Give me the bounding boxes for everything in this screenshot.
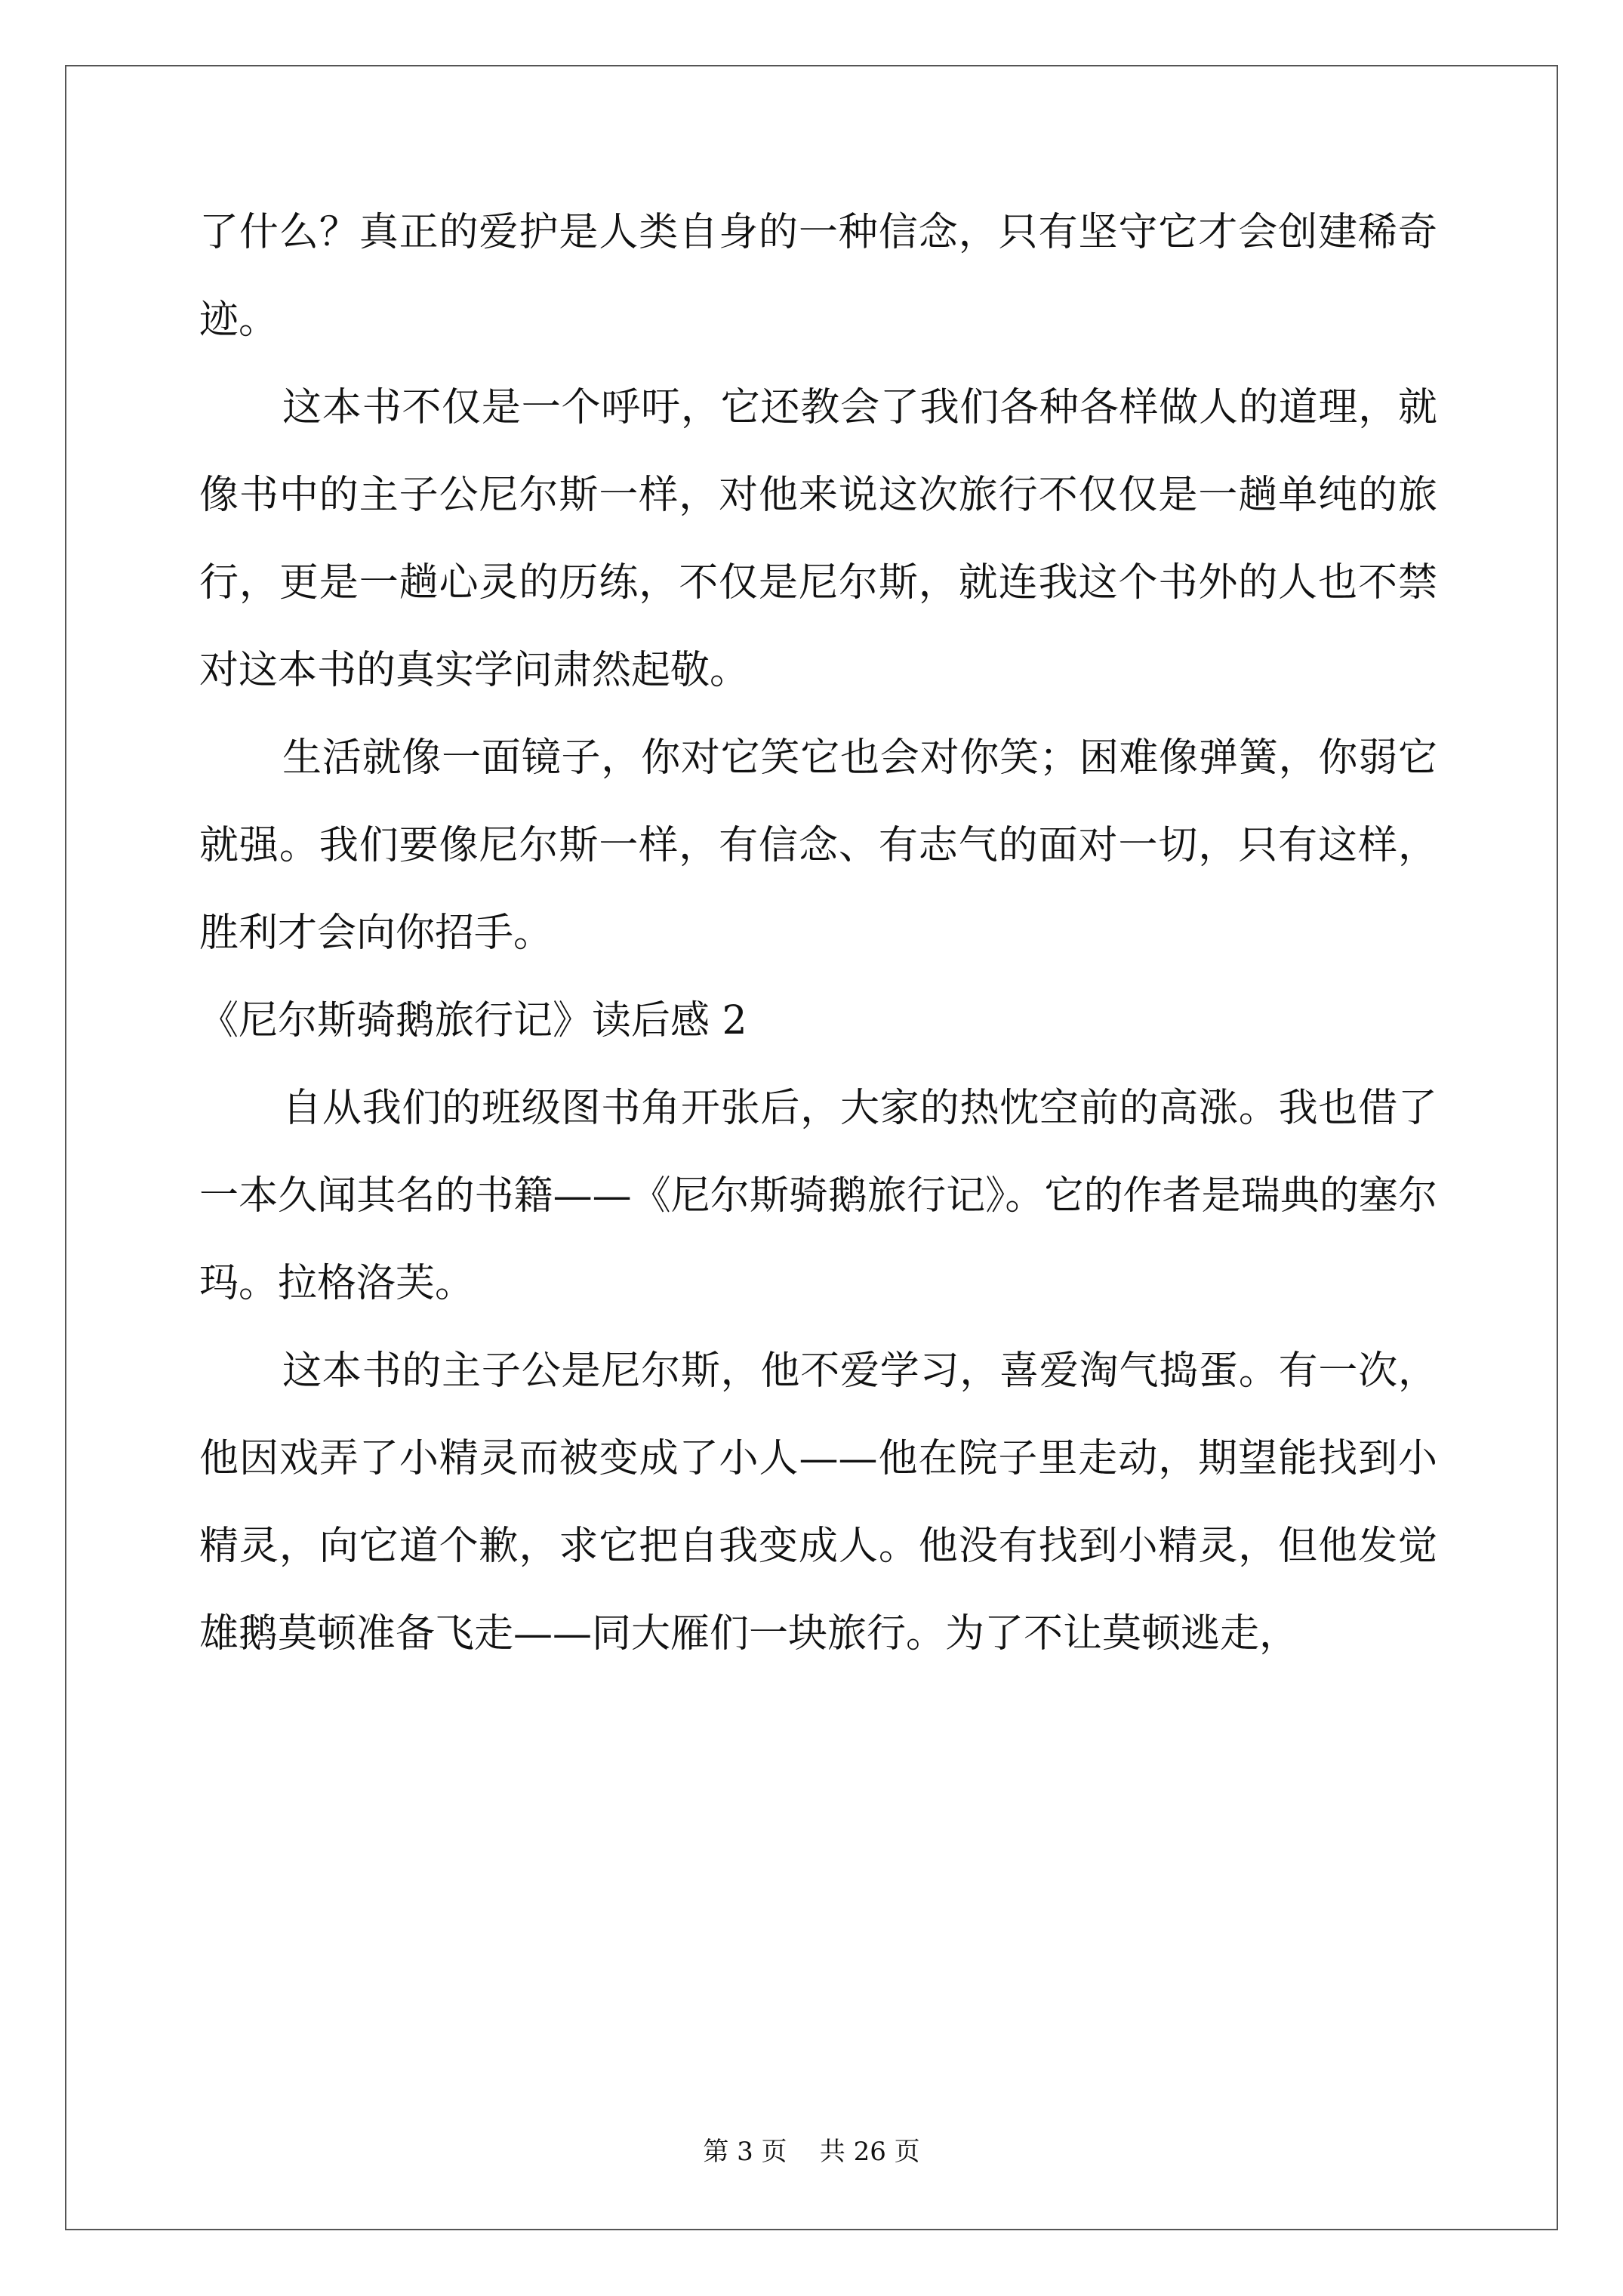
section-heading: 《尼尔斯骑鹅旅行记》读后感 2 — [199, 998, 747, 1043]
page-number: 第 3 页 — [703, 2137, 787, 2167]
paragraph-2: 这本书不仅是一个呼吁，它还教会了我们各种各样做人的道理，就像书中的主子公尼尔斯一样，对他来说这次旅行不仅仅是一趟单纯的旅行，更是一趟心灵的历练，不仅是尼尔斯，就连我这个书外的人也不禁对这本书的真实学问肃然起敬。 — [199, 385, 1437, 693]
paragraph-5: 这本书的主子公是尼尔斯，他不爱学习，喜爱淘气捣蛋。有一次，他因戏弄了小精灵而被变成了小人——他在院子里走动，期望能找到小精灵，向它道个歉，求它把自我变成人。他没有找到小精灵，但他发觉雄鹅莫顿准备飞走——同大雁们一块旅行。为了不让莫顿逃走， — [199, 1348, 1437, 1657]
document-body — [199, 189, 1437, 1678]
paragraph-3: 生活就像一面镜子，你对它笑它也会对你笑；困难像弹簧，你弱它就强。我们要像尼尔斯一样，有信念、有志气的面对一切，只有这样，胜利才会向你招手。 — [199, 735, 1437, 956]
page-footer — [0, 2131, 1623, 2168]
page-total: 共 26 页 — [819, 2137, 920, 2167]
paragraph-1: 了什么？真正的爱护是人类自身的一种信念，只有坚守它才会创建稀奇迹。 — [199, 210, 1437, 343]
paragraph-4: 自从我们的班级图书角开张后，大家的热忱空前的高涨。我也借了一本久闻其名的书籍——《尼尔斯骑鹅旅行记》。它的作者是瑞典的塞尔玛。拉格洛芙。 — [199, 1086, 1437, 1306]
